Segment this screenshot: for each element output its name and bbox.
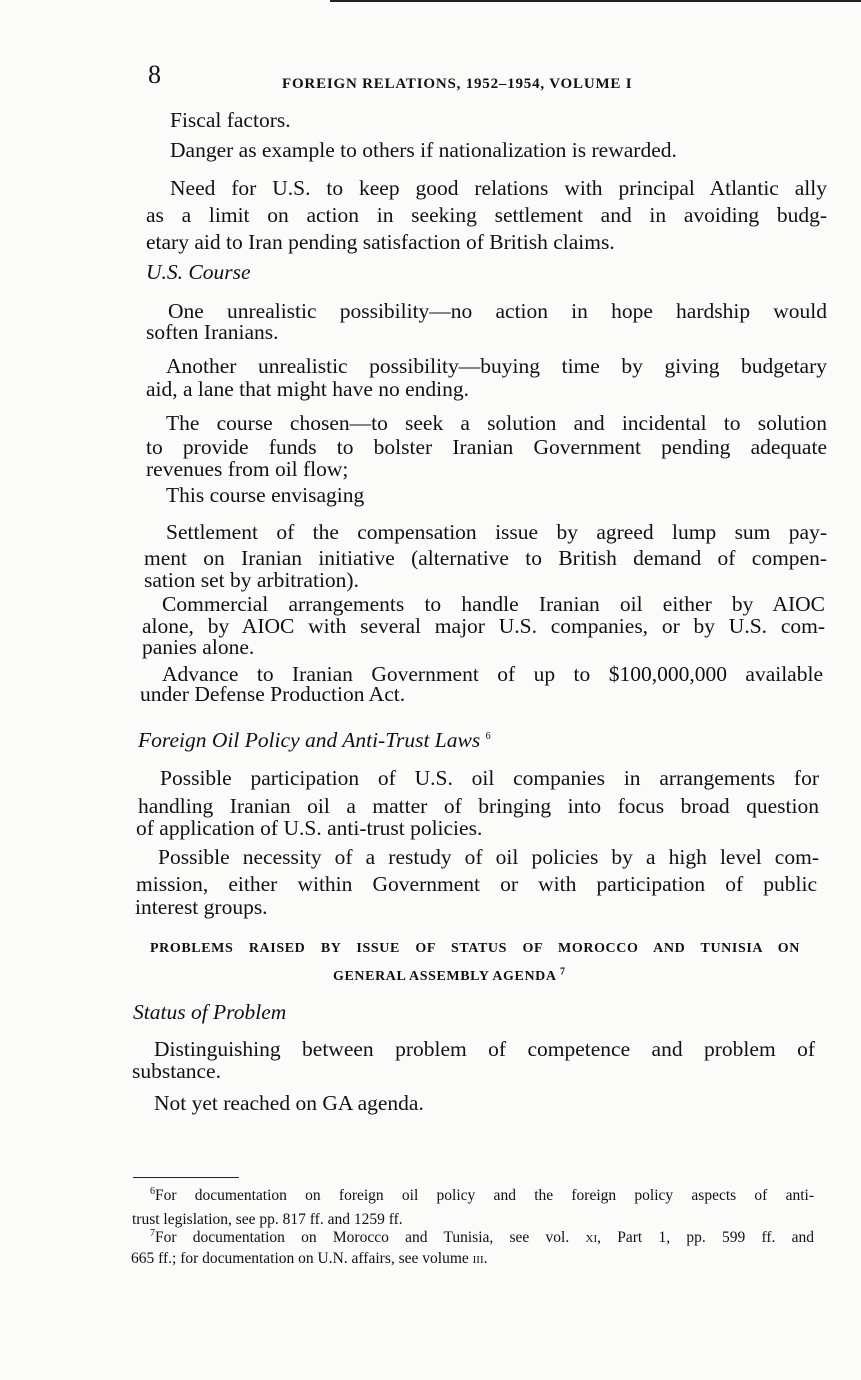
- paragraph-line: Possible necessity of a restudy of oil policies by a high level com-: [158, 845, 819, 869]
- paragraph-line: as a limit on action in seeking settlement and in avoiding budg-: [146, 203, 827, 227]
- text-line: Fiscal factors.: [170, 108, 291, 132]
- footnote-mark: 7: [150, 1227, 155, 1239]
- paragraph-line: mission, either within Government or with participation of public: [136, 872, 817, 896]
- paragraph-line: etary aid to Iran pending satisfaction of British claims.: [146, 230, 615, 254]
- paragraph-line: Another unrealistic possibility—buying time by giving budgetary: [166, 354, 827, 378]
- paragraph-line: sation set by arbitration).: [144, 568, 359, 592]
- paragraph-line: soften Iranians.: [146, 320, 279, 344]
- caps-heading-text: GENERAL ASSEMBLY AGENDA: [333, 969, 556, 984]
- footnote-volume: xi: [585, 1229, 598, 1246]
- paragraph-line: Need for U.S. to keep good relations with principal Atlantic ally: [170, 176, 827, 200]
- footnote-line: [150, 1185, 814, 1204]
- page-number: 8: [148, 60, 161, 89]
- footnote-text: For documentation on foreign oil policy and the foreign policy aspects of anti-: [155, 1187, 814, 1204]
- footnote-mark: 6: [150, 1185, 155, 1197]
- footnote-line: [150, 1227, 814, 1246]
- paragraph-line: Possible participation of U.S. oil companies in arrangements for: [160, 766, 819, 790]
- paragraph-line: The course chosen—to seek a solution and incidental to solution: [166, 411, 827, 435]
- paragraph-line: to provide funds to bolster Iranian Government pending adequate: [146, 435, 827, 459]
- section-heading: U.S. Course: [146, 260, 251, 284]
- footnote-ref: 7: [559, 966, 566, 978]
- paragraph-line: Distinguishing between problem of competence and problem of: [154, 1037, 815, 1061]
- footnote-text: For documentation on Morocco and Tunisia, see vol.: [155, 1229, 586, 1246]
- footnote-line: [131, 1251, 488, 1267]
- paragraph-line: Commercial arrangements to handle Iranian oil either by AIOC: [162, 592, 825, 616]
- paragraph-line: panies alone.: [142, 635, 255, 659]
- paragraph-line: under Defense Production Act.: [140, 682, 406, 706]
- paragraph-line: ment on Iranian initiative (alternative to British demand of compen-: [144, 546, 827, 570]
- paragraph-line: aid, a lane that might have no ending.: [146, 377, 470, 401]
- section-heading: Status of Problem: [133, 1000, 287, 1024]
- text-line: Danger as example to others if nationalization is rewarded.: [170, 138, 677, 162]
- footnote-ref: 6: [485, 730, 491, 742]
- page-edge-line: [330, 0, 861, 2]
- running-title: FOREIGN RELATIONS, 1952–1954, VOLUME I: [282, 76, 633, 92]
- paragraph-line: revenues from oil flow;: [146, 457, 349, 481]
- caps-heading-line: [333, 966, 566, 984]
- paragraph-line: interest groups.: [135, 895, 268, 919]
- footnote-text: 665 ff.; for documentation on U.N. affairs, see volume: [131, 1250, 473, 1267]
- heading-text: Foreign Oil Policy and Anti-Trust Laws: [138, 728, 481, 752]
- paragraph-line: alone, by AIOC with several major U.S. companies, or by U.S. com-: [142, 614, 825, 638]
- paragraph-line: This course envisaging: [166, 483, 365, 507]
- paragraph-line: of application of U.S. anti-trust policies.: [136, 816, 483, 840]
- paragraph-line: One unrealistic possibility—no action in hope hardship would: [168, 299, 827, 323]
- footnote-text: .: [483, 1250, 488, 1267]
- paragraph-line: handling Iranian oil a matter of bringing into focus broad question: [138, 794, 819, 818]
- paragraph-line: Advance to Iranian Government of up to $100,000,000 available: [162, 662, 823, 686]
- paragraph-line: Settlement of the compensation issue by agreed lump sum pay-: [166, 520, 827, 544]
- footnote-volume: iii: [472, 1250, 484, 1267]
- paragraph-line: Not yet reached on GA agenda.: [154, 1091, 424, 1115]
- paragraph-line: substance.: [132, 1059, 221, 1083]
- footnote-text: , Part 1, pp. 599 ff. and: [597, 1229, 814, 1246]
- section-heading: [138, 730, 491, 752]
- footnote-line: trust legislation, see pp. 817 ff. and 1259 ff.: [132, 1211, 403, 1228]
- caps-heading-line: PROBLEMS RAISED BY ISSUE OF STATUS OF MOROCCO AND TUNISIA ON: [150, 941, 800, 956]
- footnote-divider: [133, 1177, 239, 1178]
